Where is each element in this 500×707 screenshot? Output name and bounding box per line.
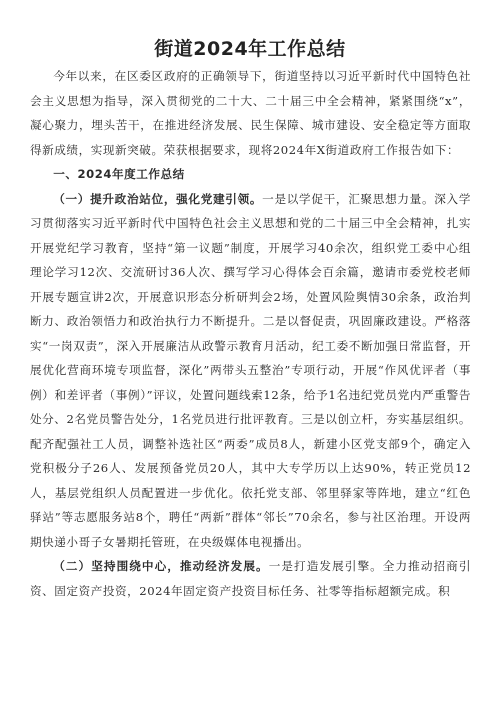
paragraph-2-body: 一是打造发展引擎。全力推动招商引资、固定资产投资，2024年固定资产投资目标任务、社零等指标超额完成。积 [30, 559, 471, 598]
intro-paragraph: 今年以来，在区委区政府的正确领导下，街道坚持以习近平新时代中国特色社会主义思想为指导，深入贯彻党的二十大、二十届三中全会精神，紧紧围绕“x”，凝心聚力，埋头苦干，在推进经济发展、民生保障、城市建设、安全稳定等方面取得新成绩，实现新突破。荣获根据要求，现将2024年X街道政府工作报告如下： [30, 69, 471, 157]
document-body [30, 64, 471, 603]
section-heading: 一、2024年度工作总结 [53, 167, 185, 181]
document-title: 街道2024年工作总结 [154, 38, 346, 60]
paragraph-2-lead: （二）坚持围绕中心，推动经济发展。 [53, 559, 269, 573]
paragraph-1-body: 一是以学促干，汇聚思想力量。深入学习贯彻落实习近平新时代中国特色社会主义思想和党的二十届三中全会精神，扎实开展党纪学习教育，坚持“第一议题”制度，开展学习40余次，组织党工委中心组理论学习12次、交流研讨36人次、撰写学习心得体会百余篇，邀请市委党校老师开展专题宣讲2次，开展意识形态分析研判会2场，处置风险舆情30余条，政治判断力、政治领悟力和政治执行力不断提升。二是以督促责，巩固廉政建设。严格落实“一岗双责”，深入开展廉洁从政警示教育月活动，纪工委不断加强日常监督，开展优化营商环境专项监督，深化”两带头五整治”专项行动，开展“作风优评者（事例）和差评者（事例）”评议，处置问题线索12条，给予1名违纪党员党内严重警告处分、2名党员警告处分，1名党员进行批评教育。三是以创立杆，夯实基层组织。配齐配强社工人员，调整补选社区“两委”成员8人，新建小区党支部9个，确定入党积极分子26人、发展预备党员20人，其中大专学历以上达90%，转正党员12人，基层党组织人员配置进一步优化。依托党支部、邻里驿家等阵地，建立“红色驿站”等志愿服务站8个，聘任“两新”群体“邻长”70余名，参与社区治理。开设两期快递小哥子女暑期托管班，在央级媒体电视播出。 [30, 191, 471, 549]
paragraph-2 [30, 554, 471, 603]
paragraph-1 [30, 187, 471, 555]
paragraph-1-lead: （一）提升政治站位，强化党建引领。 [53, 191, 263, 206]
